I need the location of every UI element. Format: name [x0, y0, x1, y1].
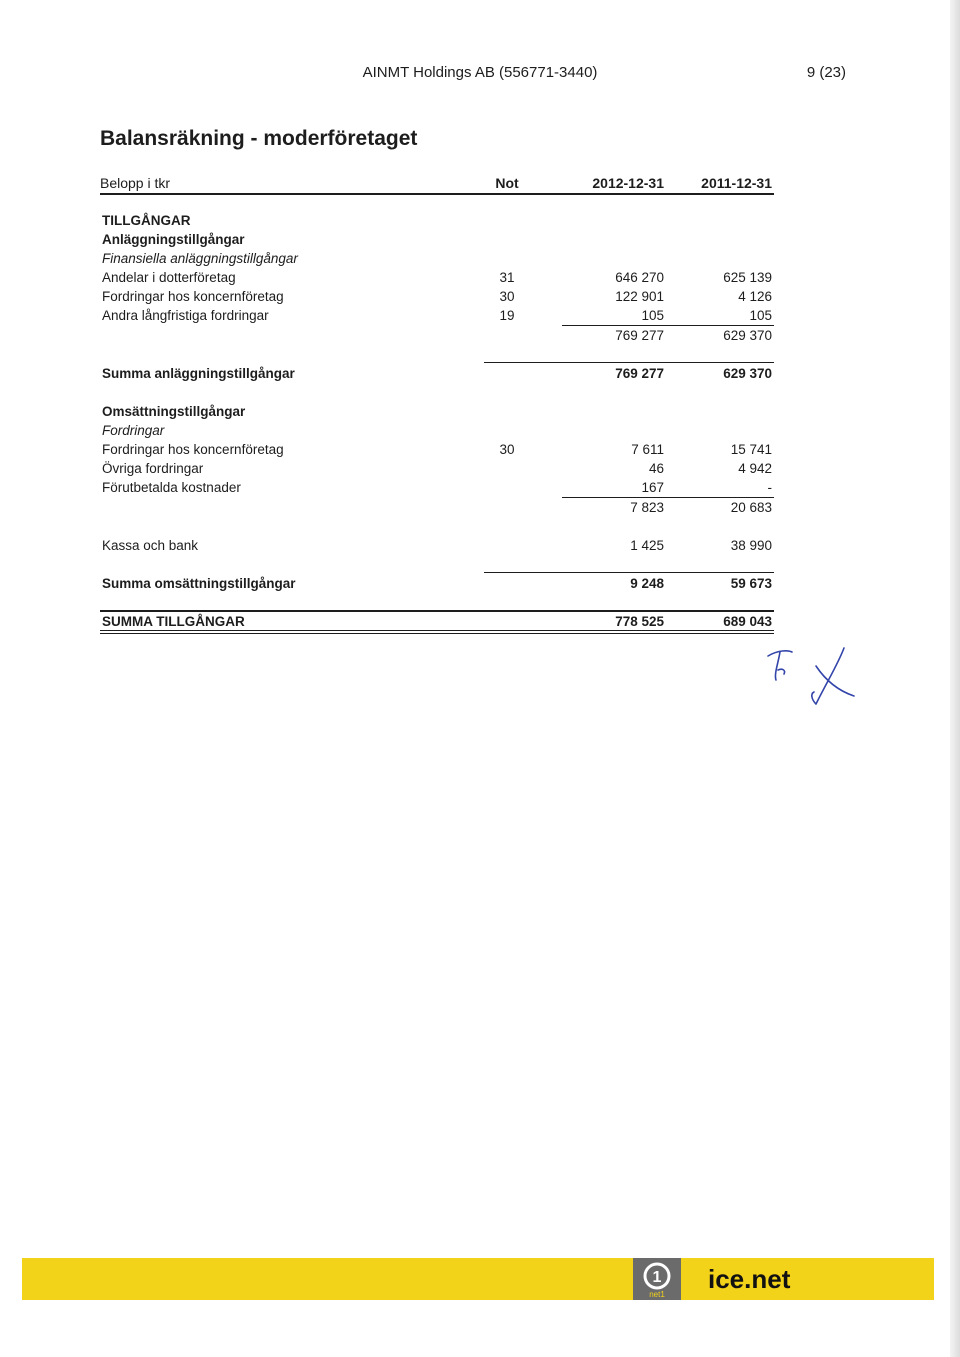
- row-value-2012: 167: [641, 480, 664, 495]
- table-row-forutbetalda: [100, 478, 774, 497]
- page-title: Balansräkning - moderföretaget: [100, 127, 418, 150]
- row-value-2011: -: [767, 480, 772, 495]
- icenet-logo-text: ice.net: [708, 1264, 791, 1294]
- total-rule: [484, 572, 774, 573]
- subsection-heading-finansiella: Finansiella anläggningstillgångar: [102, 251, 298, 266]
- table-header: [100, 173, 774, 195]
- row-note: 31: [499, 270, 515, 285]
- row-value-2012: 1 425: [630, 538, 664, 553]
- signature-initials: [758, 640, 868, 720]
- row-note: 30: [499, 442, 515, 457]
- row-value-2011: 20 683: [730, 500, 772, 515]
- table-row-fordringar-koncern-2: [100, 440, 774, 459]
- row-label: SUMMA TILLGÅNGAR: [102, 614, 245, 629]
- row-value-2011: 15 741: [730, 442, 772, 457]
- total-row-omsattning: [100, 574, 774, 593]
- row-label: Fordringar hos koncernföretag: [102, 442, 284, 457]
- header-year-2011: 2011-12-31: [701, 175, 772, 191]
- table-row-andra-langfristiga: [100, 306, 774, 325]
- table-row-fordringar-koncern: [100, 287, 774, 306]
- row-value-2011: 629 370: [723, 366, 772, 381]
- grand-total-rule-double: [100, 633, 774, 634]
- subtotal-row-anlaggning: [100, 326, 774, 345]
- footer-band: [22, 1258, 934, 1300]
- net1-logo-icon: [633, 1258, 681, 1300]
- row-value-2012: 769 277: [615, 366, 664, 381]
- row-value-2012: 7 823: [630, 500, 664, 515]
- row-value-2011: 689 043: [723, 614, 772, 629]
- row-value-2012: 9 248: [630, 576, 664, 591]
- section-heading-omsattning: Omsättningstillgångar: [102, 404, 246, 419]
- row-value-2012: 646 270: [615, 270, 664, 285]
- row-value-2012: 778 525: [615, 614, 664, 629]
- subtotal-row-fordringar: [100, 498, 774, 517]
- row-label: Andra långfristiga fordringar: [102, 308, 269, 323]
- row-note: 19: [499, 308, 515, 323]
- net1-logo: [633, 1258, 681, 1300]
- row-value-2012: 46: [648, 461, 664, 476]
- row-value-2011: 625 139: [723, 270, 772, 285]
- logo-sub: net1: [649, 1290, 665, 1299]
- row-label: Summa omsättningstillgångar: [102, 576, 296, 591]
- row-value-2011: 629 370: [723, 328, 772, 343]
- row-value-2012: 769 277: [615, 328, 664, 343]
- row-note: 30: [499, 289, 515, 304]
- row-value-2011: 59 673: [730, 576, 772, 591]
- row-label: Andelar i dotterföretag: [102, 270, 236, 285]
- row-value-2011: 4 942: [738, 461, 772, 476]
- page-number: 9 (23): [806, 64, 846, 81]
- row-value-2012: 7 611: [631, 442, 664, 457]
- header-amount-unit: Belopp i tkr: [100, 175, 171, 191]
- header-year-2012: 2012-12-31: [592, 175, 664, 191]
- row-value-2011: 105: [749, 308, 772, 323]
- grand-total-rule-bottom: [100, 630, 774, 631]
- page-edge: [950, 0, 960, 1357]
- row-value-2011: 4 126: [738, 289, 772, 304]
- section-heading-anlaggning: Anläggningstillgångar: [102, 232, 245, 247]
- grand-total-row: [100, 612, 774, 631]
- table-row-ovriga-fordringar: [100, 459, 774, 478]
- logo-number: 1: [652, 1269, 662, 1286]
- row-label: Övriga fordringar: [102, 461, 204, 476]
- row-value-2011: 38 990: [730, 538, 772, 553]
- subsection-heading-fordringar: Fordringar: [102, 423, 165, 438]
- header-company: AINMT Holdings AB (556771-3440): [362, 64, 598, 81]
- row-label: Förutbetalda kostnader: [102, 480, 241, 495]
- row-value-2012: 105: [641, 308, 664, 323]
- row-value-2012: 122 901: [615, 289, 664, 304]
- total-rule: [484, 362, 774, 363]
- total-row-anlaggning: [100, 364, 774, 383]
- row-label: Summa anläggningstillgångar: [102, 366, 295, 381]
- row-label: Kassa och bank: [102, 538, 199, 553]
- table-row-andelar: [100, 268, 774, 287]
- row-label: Fordringar hos koncernföretag: [102, 289, 284, 304]
- header-note: Not: [495, 175, 519, 191]
- table-row-kassa-bank: [100, 536, 774, 555]
- section-heading-tillgangar: TILLGÅNGAR: [102, 213, 191, 228]
